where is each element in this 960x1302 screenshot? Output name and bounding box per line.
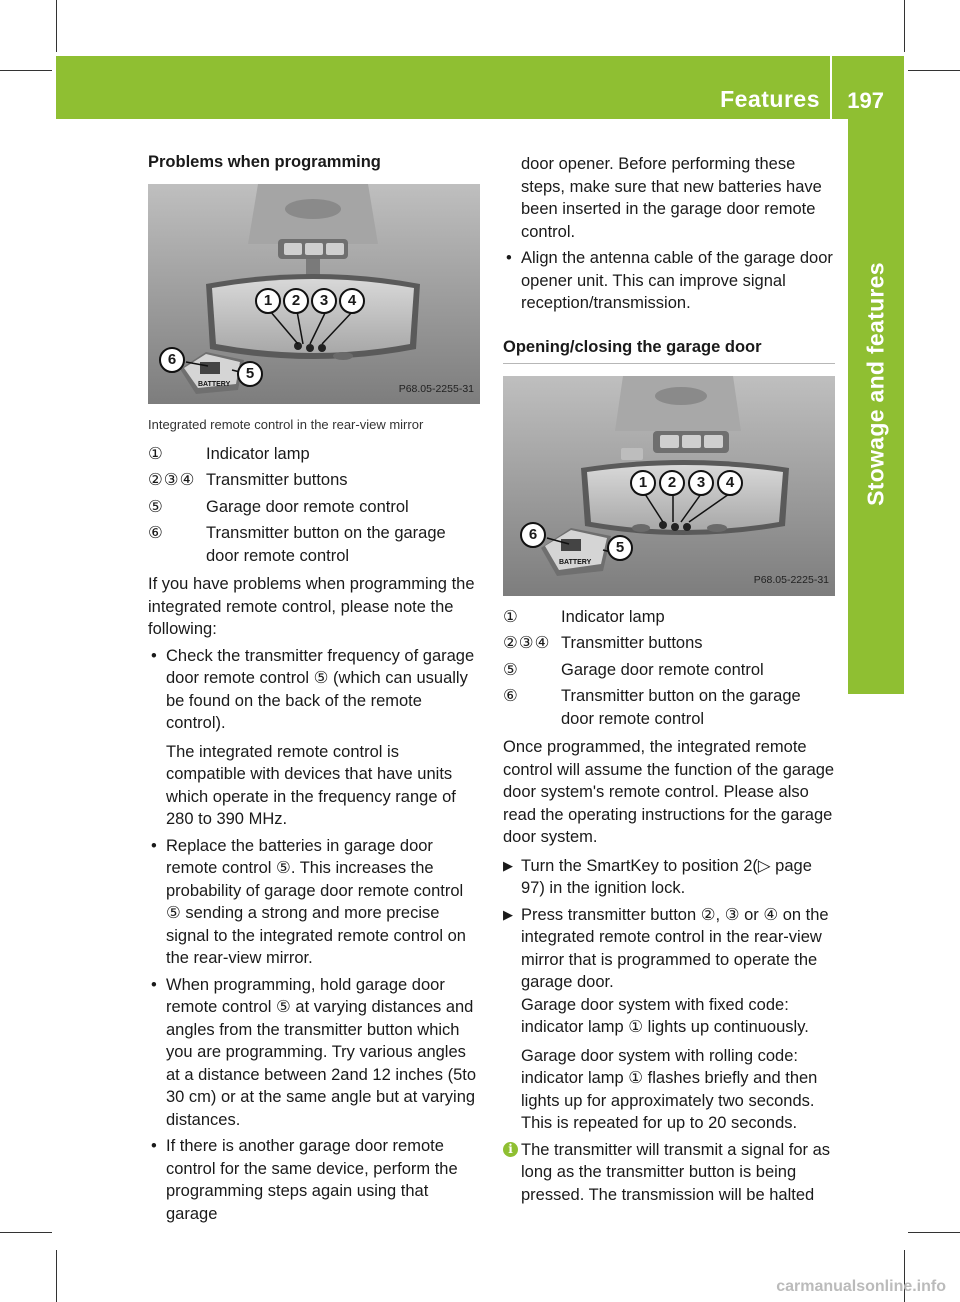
side-tab xyxy=(848,119,904,649)
bullet-item xyxy=(148,835,482,970)
legend-item xyxy=(148,496,482,519)
bullet-marker: • xyxy=(151,646,157,665)
bullet-item xyxy=(148,974,482,1132)
step-item xyxy=(503,904,835,994)
callout-4: 4 xyxy=(339,288,365,314)
info-note xyxy=(503,1139,835,1207)
callout-4: 4 xyxy=(717,470,743,496)
bullet-item xyxy=(148,741,482,831)
legend-value: Transmitter buttons xyxy=(561,634,703,652)
step-text: Press transmitter button ②, ③ or ④ on the integrated remote control in the rear-view mirror that is programmed to operate the garage door. xyxy=(521,905,829,991)
legend-item xyxy=(503,659,835,682)
info-icon: i xyxy=(503,1142,518,1157)
info-text: The transmitter will transmit a signal for as long as the transmitter button is being pressed. The transmission will be halted xyxy=(521,1140,831,1204)
bullet-marker: • xyxy=(151,1137,157,1155)
legend-item xyxy=(148,443,482,466)
heading-problems: Problems when programming xyxy=(148,153,381,171)
crop-mark xyxy=(908,70,960,71)
side-marker xyxy=(848,649,904,694)
step-item xyxy=(503,855,835,900)
callout-2: 2 xyxy=(283,288,309,314)
step-text: Turn the SmartKey to position 2(▷ page 97) in the ignition lock. xyxy=(521,856,812,897)
left-column xyxy=(148,150,482,1225)
legend-key: ⑥ xyxy=(148,524,164,542)
legend-value: Transmitter button on the garage door remote control xyxy=(206,524,446,565)
legend-value: Garage door remote control xyxy=(561,660,764,679)
figure-code: P68.05-2255-31 xyxy=(398,382,474,395)
callout-5: 5 xyxy=(237,361,263,387)
right-column xyxy=(503,153,835,1206)
fixed-code-label: Garage door system with fixed code: xyxy=(521,995,789,1014)
legend-key: ⑥ xyxy=(503,687,519,705)
legend-value: Garage door remote control xyxy=(206,497,409,516)
legend-value: Indicator lamp xyxy=(206,444,310,463)
legend-key: ① xyxy=(148,444,164,463)
bullet-text: When programming, hold garage door remote control ⑤ at varying distances and angles from the transmitter button which you are programming. Try various angles at a distance between 2and 12 inches (5to 30 cm) or at the same angle but at varying distances. xyxy=(166,975,477,1129)
callout-3: 3 xyxy=(688,470,714,496)
bullet-marker: • xyxy=(151,836,157,855)
bullet-item xyxy=(148,645,482,735)
figure-mirror-2 xyxy=(503,376,835,596)
callout-6: 6 xyxy=(520,522,546,548)
bullet-marker: • xyxy=(151,975,157,994)
callout-1: 1 xyxy=(255,288,281,314)
legend-item xyxy=(503,685,835,730)
step-arrow-icon: ▶ xyxy=(503,857,513,873)
result-block xyxy=(503,994,835,1135)
legend-item xyxy=(503,606,835,629)
fixed-code-text: indicator lamp ① lights up continuously. xyxy=(521,1018,809,1036)
side-tab-label: Stowage and features xyxy=(862,262,889,506)
crop-mark xyxy=(56,1250,57,1302)
legend-value: Transmitter button on the garage door remote control xyxy=(561,687,801,728)
crop-mark xyxy=(904,0,905,52)
bullet-text: Replace the batteries in garage door remote control ⑤. This increases the probability of garage door remote control ⑤ sending a strong and more precise signal to the integrated remote control on the rear-view mirror. xyxy=(166,836,466,967)
callout-3: 3 xyxy=(311,288,337,314)
callout-6: 6 xyxy=(159,347,185,373)
legend-value: Transmitter buttons xyxy=(206,471,348,489)
bullet-text: The integrated remote control is compatible with devices that have units which operate in the frequency range of 280 to 390 MHz. xyxy=(166,742,456,828)
battery-label: BATTERY xyxy=(198,381,231,388)
bullet-marker: • xyxy=(506,249,512,267)
crop-mark xyxy=(56,0,57,52)
crop-mark xyxy=(0,1232,52,1233)
step-arrow-icon: ▶ xyxy=(503,906,513,922)
legend-key: ① xyxy=(503,607,519,626)
legend-key: ②③④ xyxy=(148,471,196,489)
legend-value: Indicator lamp xyxy=(561,607,665,626)
figure-mirror-1 xyxy=(148,184,480,404)
page-number: 197 xyxy=(847,88,884,113)
header-separator xyxy=(830,56,832,119)
crop-mark xyxy=(0,70,52,71)
continuation-text: door opener. Before performing these steps, make sure that new batteries have been inserted in the garage door remote control. xyxy=(521,155,822,241)
legend-item xyxy=(503,632,835,655)
bullet-text: If there is another garage door remote control for the same device, perform the programming steps again using that garage xyxy=(166,1137,458,1223)
bullet-item xyxy=(503,247,835,315)
callout-5: 5 xyxy=(607,535,633,561)
callout-1: 1 xyxy=(630,470,656,496)
bullet-text: Align the antenna cable of the garage door opener unit. This can improve signal reception/transmission. xyxy=(521,249,833,312)
legend-key: ⑤ xyxy=(148,497,164,516)
battery-label: BATTERY xyxy=(559,558,592,566)
callout-2: 2 xyxy=(659,470,685,496)
legend-key: ②③④ xyxy=(503,634,551,652)
crop-mark xyxy=(908,1232,960,1233)
header-bar xyxy=(56,56,904,119)
section-title: Features xyxy=(720,86,820,112)
bullet-item xyxy=(148,1135,482,1225)
rolling-code-text: indicator lamp ① flashes briefly and then lights up for approximately two seconds. This is repeated for up to 20 seconds. xyxy=(521,1069,818,1132)
description-paragraph: Once programmed, the integrated remote control will assume the function of the garage door system's remote control. Please also read the operating instructions for the garage door system. xyxy=(503,738,835,846)
legend-item xyxy=(148,522,482,567)
legend-key: ⑤ xyxy=(503,660,519,679)
rolling-code-label: Garage door system with rolling code: xyxy=(521,1046,798,1065)
legend-item xyxy=(148,469,482,492)
heading-opening-closing: Opening/closing the garage door xyxy=(503,335,835,364)
figure-code: P68.05-2225-31 xyxy=(753,574,829,586)
bullet-text: Check the transmitter frequency of garage door remote control ⑤ (which can usually be found on the back of the remote control). xyxy=(166,646,475,732)
intro-paragraph: If you have problems when programming the integrated remote control, please note the following: xyxy=(148,575,475,638)
watermark: carmanualsonline.info xyxy=(776,1278,946,1295)
figure-caption: Integrated remote control in the rear-view mirror xyxy=(148,417,424,432)
